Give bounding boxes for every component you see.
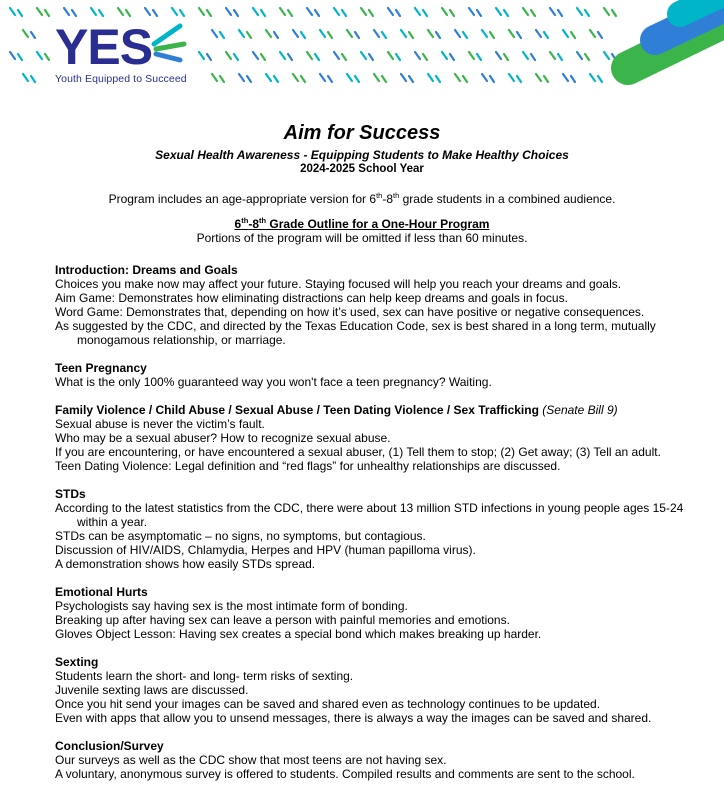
pattern-tick bbox=[261, 10, 265, 16]
pattern-tick bbox=[18, 54, 22, 60]
pattern-tick bbox=[536, 74, 541, 81]
pattern-tick bbox=[207, 10, 211, 16]
pattern-tick bbox=[428, 74, 433, 81]
pattern-tick bbox=[320, 74, 325, 81]
section-line: Teen Dating Violence: Legal definition and “red flags” for unhealthy relationships are discussed. bbox=[55, 459, 561, 473]
pattern-tick bbox=[490, 76, 494, 82]
pattern-tick bbox=[477, 54, 481, 60]
page-subtitle: Sexual Health Awareness - Equipping Students to Make Healthy Choices bbox=[155, 148, 569, 162]
pattern-tick bbox=[544, 76, 548, 82]
pattern-tick bbox=[401, 30, 406, 37]
section-line: A demonstration shows how easily STDs spread. bbox=[55, 557, 316, 571]
section-conclusion bbox=[55, 739, 695, 781]
pattern-tick bbox=[612, 10, 616, 16]
pattern-tick bbox=[126, 10, 130, 16]
pattern-tick bbox=[469, 8, 474, 15]
pattern-tick bbox=[347, 30, 352, 37]
pattern-tick bbox=[401, 74, 406, 81]
pattern-tick bbox=[415, 52, 420, 59]
pattern-tick bbox=[18, 10, 22, 16]
pattern-tick bbox=[226, 52, 231, 59]
section-line: If you are encountering, or have encountered a sexual abuser, (1) Tell them to stop; (2) Get away; (3) Tell an adult. bbox=[55, 445, 661, 459]
pattern-tick bbox=[280, 52, 285, 59]
pattern-tick bbox=[342, 10, 346, 16]
pattern-tick bbox=[369, 10, 373, 16]
section-line: As suggested by the CDC, and directed by the Texas Education Code, sex is best shared in a long term, mutually monogamous relationship, or marriage. bbox=[55, 319, 656, 347]
pattern-tick bbox=[207, 54, 211, 60]
section-line: Word Game: Demonstrates that, depending on how it’s used, sex can have positive or negative consequences. bbox=[55, 305, 645, 319]
pattern-tick bbox=[544, 32, 548, 38]
section-line: Juvenile sexting laws are discussed. bbox=[55, 683, 249, 697]
pattern-tick bbox=[504, 54, 508, 60]
section-stds bbox=[55, 487, 695, 571]
pattern-tick bbox=[598, 76, 602, 82]
pattern-tick bbox=[585, 10, 589, 16]
pattern-tick bbox=[361, 8, 366, 15]
pattern-tick bbox=[436, 76, 440, 82]
pattern-tick bbox=[558, 10, 562, 16]
pattern-tick bbox=[509, 74, 514, 81]
pattern-tick bbox=[517, 32, 521, 38]
pattern-tick bbox=[571, 32, 575, 38]
pattern-tick bbox=[64, 8, 69, 15]
pattern-tick bbox=[442, 52, 447, 59]
pattern-tick bbox=[247, 76, 251, 82]
pattern-tick bbox=[37, 52, 42, 59]
pattern-tick bbox=[301, 32, 305, 38]
section-line: Even with apps that allow you to unsend messages, there is always a way the images can be saved and shared. bbox=[55, 711, 652, 725]
pattern-tick bbox=[388, 52, 393, 59]
pattern-tick bbox=[288, 54, 292, 60]
pattern-tick bbox=[428, 30, 433, 37]
section-line: Gloves Object Lesson: Having sex creates a special bond which makes breaking up harder. bbox=[55, 627, 542, 641]
pattern-tick bbox=[301, 76, 305, 82]
pattern-tick bbox=[355, 32, 359, 38]
pattern-tick bbox=[293, 30, 298, 37]
section-line: Psychologists say having sex is the most intimate form of bonding. bbox=[55, 599, 408, 613]
program-intro: Program includes an age-appropriate version for 6th-8th grade students in a combined audience. bbox=[108, 191, 616, 206]
pattern-tick bbox=[531, 10, 535, 16]
page-title: Aim for Success bbox=[283, 122, 441, 144]
pattern-tick bbox=[10, 8, 15, 15]
pattern-tick bbox=[374, 30, 379, 37]
pattern-tick bbox=[590, 30, 595, 37]
pattern-tick bbox=[504, 10, 508, 16]
section-line: Our surveys as well as the CDC show that most teens are not having sex. bbox=[55, 753, 447, 767]
pattern-tick bbox=[558, 54, 562, 60]
pattern-tick bbox=[328, 76, 332, 82]
pattern-tick bbox=[315, 10, 319, 16]
pattern-tick bbox=[226, 8, 231, 15]
pattern-tick bbox=[523, 8, 528, 15]
pattern-tick bbox=[550, 52, 555, 59]
pattern-tick bbox=[382, 76, 386, 82]
section-line: According to the latest statistics from the CDC, there were about 13 million STD infections in young people ages 15-24 within a year. bbox=[55, 501, 684, 529]
pattern-tick bbox=[320, 30, 325, 37]
pattern-tick bbox=[396, 54, 400, 60]
pattern-tick bbox=[266, 30, 271, 37]
section-line: A voluntary, anonymous survey is offered to students. Compiled results and comments are sent to the school. bbox=[55, 767, 635, 781]
pattern-tick bbox=[469, 52, 474, 59]
pattern-tick bbox=[266, 74, 271, 81]
pattern-tick bbox=[409, 32, 413, 38]
pattern-tick bbox=[409, 76, 413, 82]
pattern-tick bbox=[239, 74, 244, 81]
pattern-tick bbox=[274, 76, 278, 82]
outline-heading: 6th-8th Grade Outline for a One-Hour Program bbox=[234, 216, 490, 231]
pattern-tick bbox=[45, 54, 49, 60]
pattern-tick bbox=[477, 10, 481, 16]
logo-burst-icon bbox=[150, 22, 190, 64]
logo-wordmark: YES bbox=[55, 19, 153, 75]
pattern-tick bbox=[496, 52, 501, 59]
pattern-tick bbox=[334, 52, 339, 59]
section-line: Aim Game: Demonstrates how eliminating distractions can help keep dreams and goals in focus. bbox=[55, 291, 568, 305]
pattern-tick bbox=[280, 8, 285, 15]
pattern-tick bbox=[347, 74, 352, 81]
pattern-tick bbox=[253, 8, 258, 15]
section-introduction bbox=[55, 263, 695, 347]
section-line: What is the only 100% guaranteed way you won't face a teen pregnancy? Waiting. bbox=[55, 375, 492, 389]
pattern-tick bbox=[482, 30, 487, 37]
pattern-tick bbox=[388, 8, 393, 15]
pattern-tick bbox=[307, 8, 312, 15]
section-line: Discussion of HIV/AIDS, Chlamydia, Herpes and HPV (human papilloma virus). bbox=[55, 543, 476, 557]
pattern-tick bbox=[37, 8, 42, 15]
pattern-tick bbox=[604, 8, 609, 15]
pattern-tick bbox=[220, 76, 224, 82]
section-line: Who may be a sexual abuser? How to recognize sexual abuse. bbox=[55, 431, 391, 445]
pattern-tick bbox=[523, 52, 528, 59]
pattern-tick bbox=[396, 10, 400, 16]
section-emotional-hurts bbox=[55, 585, 695, 641]
pattern-tick bbox=[455, 30, 460, 37]
pattern-tick bbox=[234, 54, 238, 60]
pattern-tick bbox=[442, 8, 447, 15]
pattern-tick bbox=[455, 74, 460, 81]
pattern-tick bbox=[307, 52, 312, 59]
pattern-tick bbox=[436, 32, 440, 38]
pattern-tick bbox=[234, 10, 238, 16]
pattern-tick bbox=[550, 8, 555, 15]
section-title: STDs bbox=[55, 487, 86, 501]
pattern-tick bbox=[145, 8, 150, 15]
section-title-note: (Senate Bill 9) bbox=[542, 403, 618, 417]
pattern-tick bbox=[355, 76, 359, 82]
pattern-tick bbox=[423, 10, 427, 16]
pattern-tick bbox=[509, 30, 514, 37]
pattern-tick bbox=[253, 52, 258, 59]
pattern-tick bbox=[531, 54, 535, 60]
title-block bbox=[0, 122, 724, 245]
pattern-tick bbox=[261, 54, 265, 60]
pattern-tick bbox=[328, 32, 332, 38]
school-year: 2024-2025 School Year bbox=[300, 163, 424, 175]
pattern-tick bbox=[361, 52, 366, 59]
pattern-tick bbox=[334, 8, 339, 15]
section-title: Family Violence / Child Abuse / Sexual Abuse / Teen Dating Violence / Sex Trafficking (Senate Bill 9) bbox=[55, 403, 618, 417]
pattern-tick bbox=[369, 54, 373, 60]
pattern-tick bbox=[288, 10, 292, 16]
section-teen-pregnancy bbox=[55, 361, 695, 389]
pattern-tick bbox=[23, 30, 28, 37]
pattern-tick bbox=[382, 32, 386, 38]
pattern-tick bbox=[118, 8, 123, 15]
pattern-tick bbox=[536, 30, 541, 37]
pattern-tick bbox=[563, 74, 568, 81]
pattern-tick bbox=[490, 32, 494, 38]
pattern-tick bbox=[239, 30, 244, 37]
pattern-tick bbox=[577, 8, 582, 15]
section-line: Breaking up after having sex can leave a person with painful memories and emotions. bbox=[55, 613, 510, 627]
pattern-tick bbox=[91, 8, 96, 15]
pattern-tick bbox=[45, 10, 49, 16]
pattern-tick bbox=[415, 8, 420, 15]
pattern-tick bbox=[450, 54, 454, 60]
pattern-tick bbox=[585, 54, 589, 60]
section-family-violence bbox=[55, 403, 695, 473]
pattern-tick bbox=[153, 10, 157, 16]
pattern-tick bbox=[342, 54, 346, 60]
pattern-tick bbox=[450, 10, 454, 16]
pattern-tick bbox=[72, 10, 76, 16]
section-line: Students learn the short- and long- term risks of sexting. bbox=[55, 669, 354, 683]
pattern-tick bbox=[374, 74, 379, 81]
pattern-tick bbox=[604, 52, 609, 59]
section-line: Sexual abuse is never the victim’s fault. bbox=[55, 417, 265, 431]
pattern-tick bbox=[463, 76, 467, 82]
pattern-tick bbox=[590, 74, 595, 81]
section-line: Once you hit send your images can be saved and shared even as technology continues to be updated. bbox=[55, 697, 601, 711]
pattern-tick bbox=[563, 30, 568, 37]
pattern-tick bbox=[517, 76, 521, 82]
section-title: Introduction: Dreams and Goals bbox=[55, 263, 238, 277]
pattern-tick bbox=[31, 76, 35, 82]
pattern-tick bbox=[199, 8, 204, 15]
section-line: Choices you make now may affect your future. Staying focused will help you reach your dreams and goals. bbox=[55, 277, 622, 291]
pattern-tick bbox=[598, 32, 602, 38]
pattern-tick bbox=[212, 30, 217, 37]
pattern-tick bbox=[31, 32, 35, 38]
pattern-tick bbox=[220, 32, 224, 38]
program-outline bbox=[55, 263, 695, 795]
pattern-tick bbox=[180, 10, 184, 16]
outline-note: Portions of the program will be omitted if less than 60 minutes. bbox=[196, 231, 528, 245]
pattern-tick bbox=[274, 32, 278, 38]
section-line: STDs can be asymptomatic – no signs, no symptoms, but contagious. bbox=[55, 529, 426, 543]
pattern-tick bbox=[315, 54, 319, 60]
pattern-tick bbox=[247, 32, 251, 38]
pattern-tick bbox=[571, 76, 575, 82]
section-title: Emotional Hurts bbox=[55, 585, 148, 599]
yes-logo bbox=[55, 19, 187, 85]
pattern-tick bbox=[10, 52, 15, 59]
pattern-tick bbox=[482, 74, 487, 81]
section-title: Conclusion/Survey bbox=[55, 739, 164, 753]
pattern-tick bbox=[463, 32, 467, 38]
pattern-tick bbox=[293, 74, 298, 81]
logo-tagline: Youth Equipped to Succeed bbox=[55, 73, 187, 85]
pattern-tick bbox=[199, 52, 204, 59]
pattern-tick bbox=[99, 10, 103, 16]
pattern-tick bbox=[212, 74, 217, 81]
section-title: Sexting bbox=[55, 655, 99, 669]
swoosh-graphic bbox=[628, 0, 724, 68]
pattern-tick bbox=[172, 8, 177, 15]
section-sexting bbox=[55, 655, 695, 725]
pattern-tick bbox=[423, 54, 427, 60]
pattern-tick bbox=[23, 74, 28, 81]
pattern-tick bbox=[496, 8, 501, 15]
pattern-tick bbox=[577, 52, 582, 59]
section-title: Teen Pregnancy bbox=[55, 361, 147, 375]
